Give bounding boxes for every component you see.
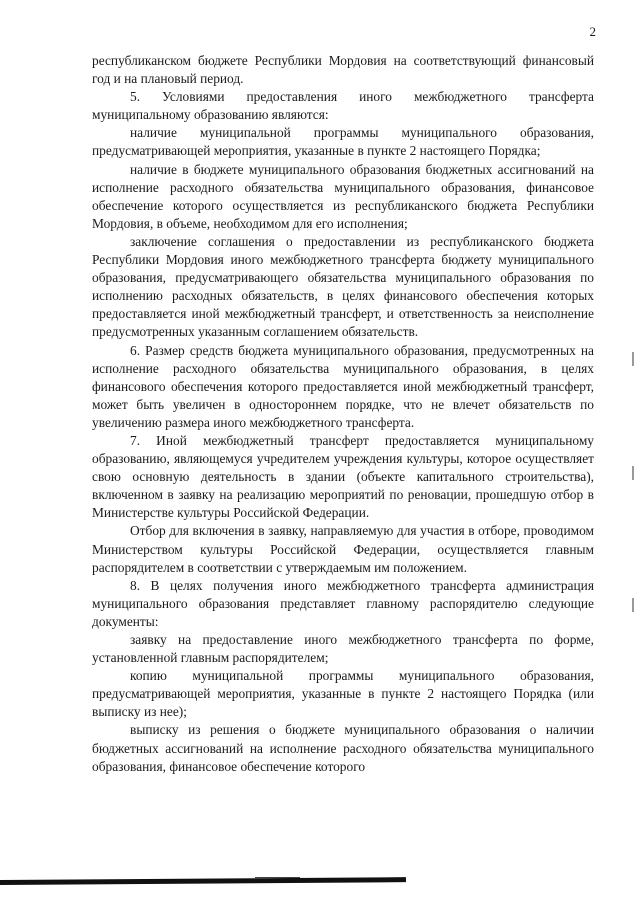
paragraph-clause-6: 6. Размер средств бюджета муниципального образования, предусмотренных на исполнение расходного обязательства муниципального образования, в целях финансового обеспечения которого предоставляется иной межбюджетный трансферт, может быть увеличен в одностороннем порядке, что не влечет обязательств по увеличению размера иного межбюджетного трансферта. [92,342,594,430]
paragraph-clause-8: 8. В целях получения иного межбюджетного трансферта администрация муниципального образования представляет главному распорядителю следующие документы: [92,577,594,629]
paragraph-clause-5: 5. Условиями предоставления иного межбюджетного трансферта муниципальному образованию являются: [92,89,594,123]
scan-artifact-mark [632,352,634,366]
paragraph-condition-program: наличие муниципальной программы муниципального образования, предусматривающей мероприятия, указанные в пункте 2 настоящего Порядка; [92,125,594,159]
scan-artifact-mark [632,598,634,612]
paragraph-condition-agreement: заключение соглашения о предоставлении из республиканского бюджета Республики Мордовия иного межбюджетного трансферта бюджету муниципального образования, предусматривающего обязательства муниципального образования по исполнению расходных обязательств, в целях финансового обеспечения которых предоставляется иной межбюджетный трансферт, и ответственность за неисполнение предусмотренных указанным соглашением обязательств. [92,233,594,340]
scan-artifact-bar [0,877,406,885]
page-number: 2 [589,24,596,39]
paragraph-selection: Отбор для включения в заявку, направляемую для участия в отборе, проводимом Министерством культуры Российской Федерации, осуществляется главным распорядителем в соответствии с утверждаемым им положением. [92,523,594,575]
paragraph-clause-7: 7. Иной межбюджетный трансферт предоставляется муниципальному образованию, являющемуся учредителем учреждения культуры, которое осуществляет свою основную деятельность в здании (объекте капитального строительства), включенном в заявку на реализацию мероприятий по реновации, прошедшую отбор в Министерстве культуры Российской Федерации. [92,432,594,521]
scan-artifact-mark [632,466,634,480]
paragraph-doc-budget-extract: выписку из решения о бюджете муниципального образования о наличии бюджетных ассигнований на исполнение расходного обязательства муниципального образования, финансовое обеспечение которого [92,722,594,774]
paragraph-doc-program-copy: копию муниципальной программы муниципального образования, предусматривающей мероприятия, указанные в пункте 2 настоящего Порядка (или выписку из нее); [92,668,594,720]
paragraph-doc-application: заявку на предоставление иного межбюджетного трансферта по форме, установленной главным распорядителем; [92,632,594,666]
document-body [92,52,594,776]
paragraph-condition-budget: наличие в бюджете муниципального образования бюджетных ассигнований на исполнение расходного обязательства муниципального образования, финансовое обеспечение которого осуществляется из республиканского бюджета Республики Мордовия, в объеме, необходимом для его исполнения; [92,161,594,231]
paragraph-continuation: республиканском бюджете Республики Мордовия на соответствующий финансовый год и на плановый период. [92,53,594,87]
